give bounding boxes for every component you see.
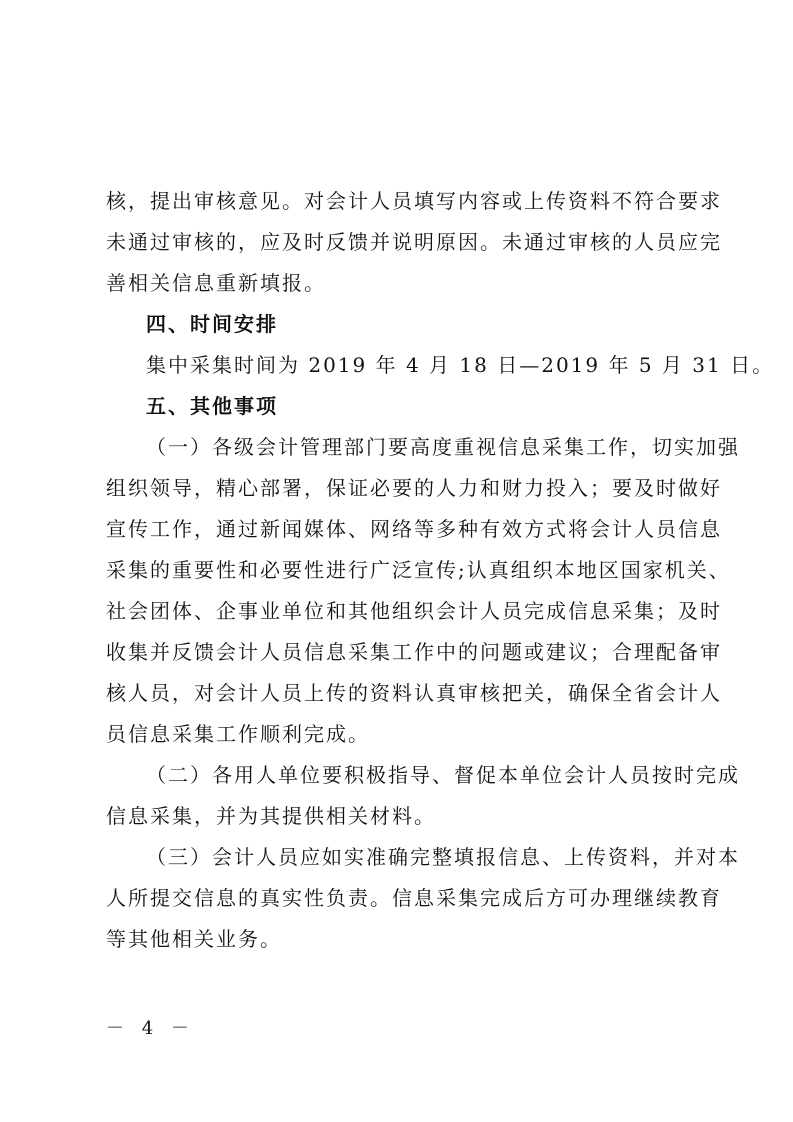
- body-text-line: 信息采集，并为其提供相关材料。: [106, 804, 436, 828]
- body-text-line: （二）各用人单位要积极指导、督促本单位会计人员按时完成: [146, 763, 740, 787]
- body-text-line: 集中采集时间为 2019 年 4 月 18 日—2019 年 5 月 31 日。: [146, 353, 775, 377]
- body-text-line: （一）各级会计管理部门要高度重视信息采集工作，切实加强: [146, 435, 740, 459]
- section-heading-other-matters: 五、其他事项: [146, 394, 278, 418]
- body-text-line: 等其他相关业务。: [106, 927, 282, 951]
- body-text-line: 未通过审核的，应及时反馈并说明原因。未通过审核的人员应完: [106, 230, 722, 254]
- page-number: － 4 －: [106, 1018, 195, 1039]
- body-text-line: 采集的重要性和必要性进行广泛宣传;认真组织本地区国家机关、: [106, 558, 731, 582]
- body-text-line: 核，提出审核意见。对会计人员填写内容或上传资料不符合要求: [106, 189, 722, 213]
- body-text-line: 员信息采集工作顺利完成。: [106, 722, 370, 746]
- body-text-line: 宣传工作，通过新闻媒体、网络等多种有效方式将会计人员信息: [106, 517, 722, 541]
- body-text-line: 组织领导，精心部署，保证必要的人力和财力投入；要及时做好: [106, 476, 722, 500]
- body-text-line: （三）会计人员应如实准确完整填报信息、上传资料，并对本: [146, 845, 740, 869]
- body-text-line: 社会团体、企事业单位和其他组织会计人员完成信息采集；及时: [106, 599, 722, 623]
- body-text-line: 核人员，对会计人员上传的资料认真审核把关，确保全省会计人: [106, 681, 722, 705]
- section-heading-time-schedule: 四、时间安排: [146, 312, 278, 336]
- body-text-line: 善相关信息重新填报。: [106, 271, 326, 295]
- body-text-line: 人所提交信息的真实性负责。信息采集完成后方可办理继续教育: [106, 886, 722, 910]
- body-text-line: 收集并反馈会计人员信息采集工作中的问题或建议；合理配备审: [106, 640, 722, 664]
